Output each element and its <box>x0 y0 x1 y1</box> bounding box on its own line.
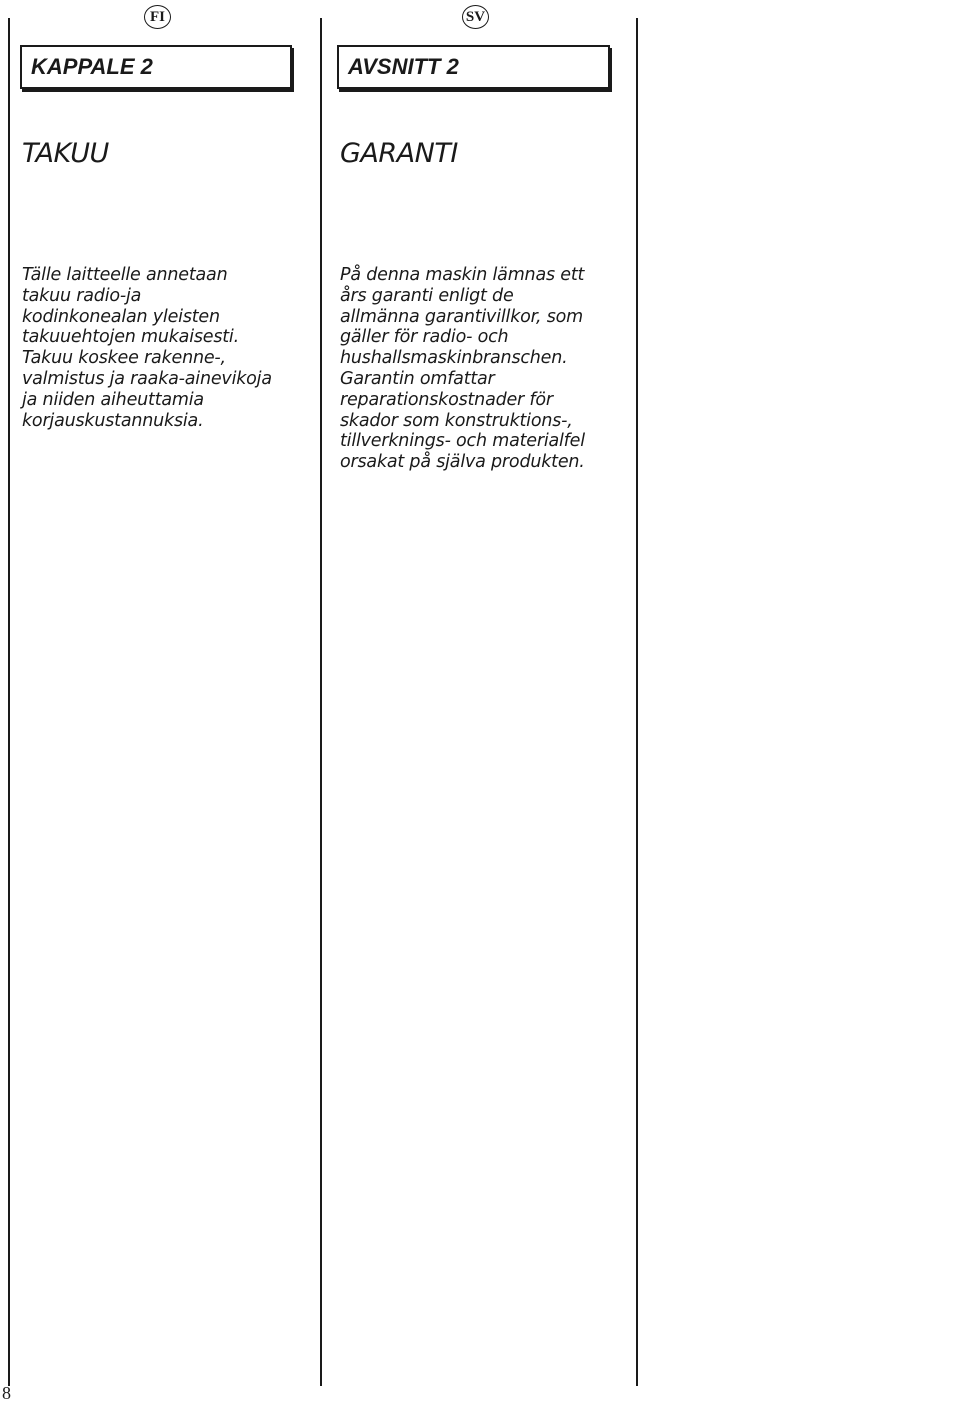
sv-language-badge: SV <box>462 5 489 29</box>
page-number: 8 <box>2 1383 11 1403</box>
fi-body-text: Tälle laitteelle annetaan takuu radio-ja kodinkonealan yleisten takuuehtojen mukaisesti. Takuu koskee rakenne-, valmistus ja raaka-ainevikoja ja niiden aiheuttamia korjauskustannuksia. <box>22 265 272 431</box>
fi-heading: TAKUU <box>22 138 109 169</box>
column-divider-left <box>8 18 10 1386</box>
sv-heading: GARANTI <box>340 138 458 169</box>
column-divider-middle <box>320 18 322 1386</box>
sv-section-label: AVSNITT 2 <box>337 45 610 89</box>
sv-body-text: På denna maskin lämnas ett års garanti enligt de allmänna garantivillkor, som gäller för radio- och hushallsmaskinbranschen. Garantin omfattar reparationskostnader för skador som konstruktions-, tillverknings- och materialfel orsakat på själva produkten. <box>340 265 585 473</box>
fi-language-badge: FI <box>144 5 171 29</box>
fi-section-label: KAPPALE 2 <box>20 45 292 89</box>
column-divider-right <box>636 18 638 1386</box>
